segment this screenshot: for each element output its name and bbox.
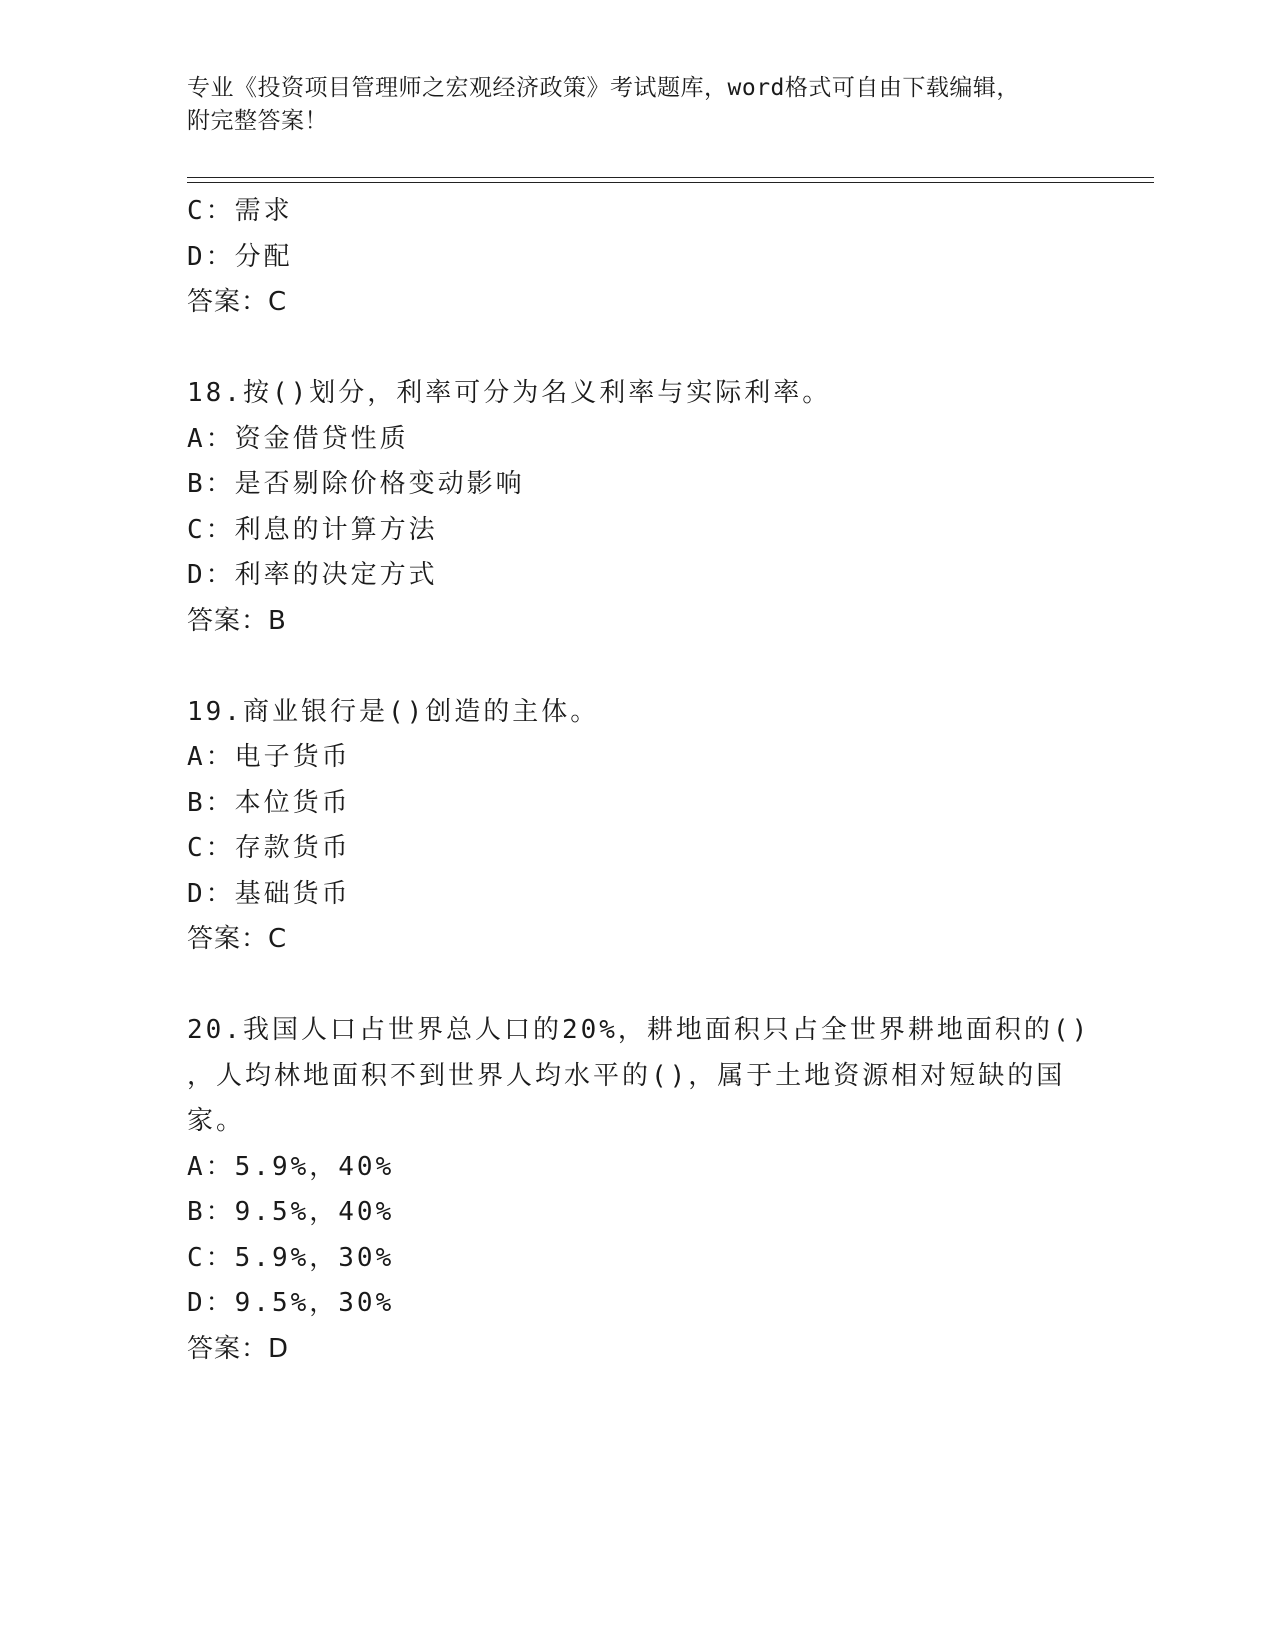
option-c: C：5.9%，30% <box>187 1242 395 1273</box>
option-d: D：利率的决定方式 <box>187 560 438 590</box>
option-b: B：9.5%，40% <box>187 1197 395 1227</box>
option-a: A：资金借贷性质 <box>187 423 409 454</box>
question-17-tail <box>187 189 1107 326</box>
option-c: C：需求 <box>187 196 293 226</box>
answer: 答案：C <box>187 924 288 954</box>
question-19 <box>187 690 1107 963</box>
header-title-line-2: 附完整答案！ <box>187 108 328 134</box>
header-divider <box>187 177 1154 183</box>
question-stem-line-1: 20.我国人口占世界总人口的20%，耕地面积只占全世界耕地面积的() <box>187 1015 1091 1045</box>
header-title-line-1: 专业《投资项目管理师之宏观经济政策》考试题库，word格式可自由下载编辑， <box>187 75 1020 101</box>
option-c: C：存款货币 <box>187 833 351 863</box>
option-a: A：电子货币 <box>187 742 351 772</box>
option-c: C：利息的计算方法 <box>187 514 438 545</box>
spacer <box>187 644 1107 690</box>
question-stem-line-3: 家。 <box>187 1106 246 1136</box>
answer: 答案：B <box>187 605 287 636</box>
document-header <box>187 72 1087 138</box>
answer: 答案：C <box>187 287 288 317</box>
option-d: D：分配 <box>187 241 293 272</box>
option-b: B：是否剔除价格变动影响 <box>187 469 525 499</box>
option-a: A：5.9%，40% <box>187 1151 395 1182</box>
question-stem-line-2: ，人均林地面积不到世界人均水平的()，属于土地资源相对短缺的国 <box>187 1060 1066 1091</box>
spacer <box>187 326 1107 372</box>
question-18 <box>187 371 1107 644</box>
question-list <box>187 189 1107 1372</box>
question-20 <box>187 1008 1107 1372</box>
option-d: D：9.5%，30% <box>187 1288 395 1318</box>
option-b: B：本位货币 <box>187 787 351 818</box>
spacer <box>187 963 1107 1009</box>
question-stem: 19.商业银行是()创造的主体。 <box>187 696 600 727</box>
question-stem: 18.按()划分，利率可分为名义利率与实际利率。 <box>187 378 832 408</box>
option-d: D：基础货币 <box>187 878 351 909</box>
answer: 答案：D <box>187 1333 290 1364</box>
